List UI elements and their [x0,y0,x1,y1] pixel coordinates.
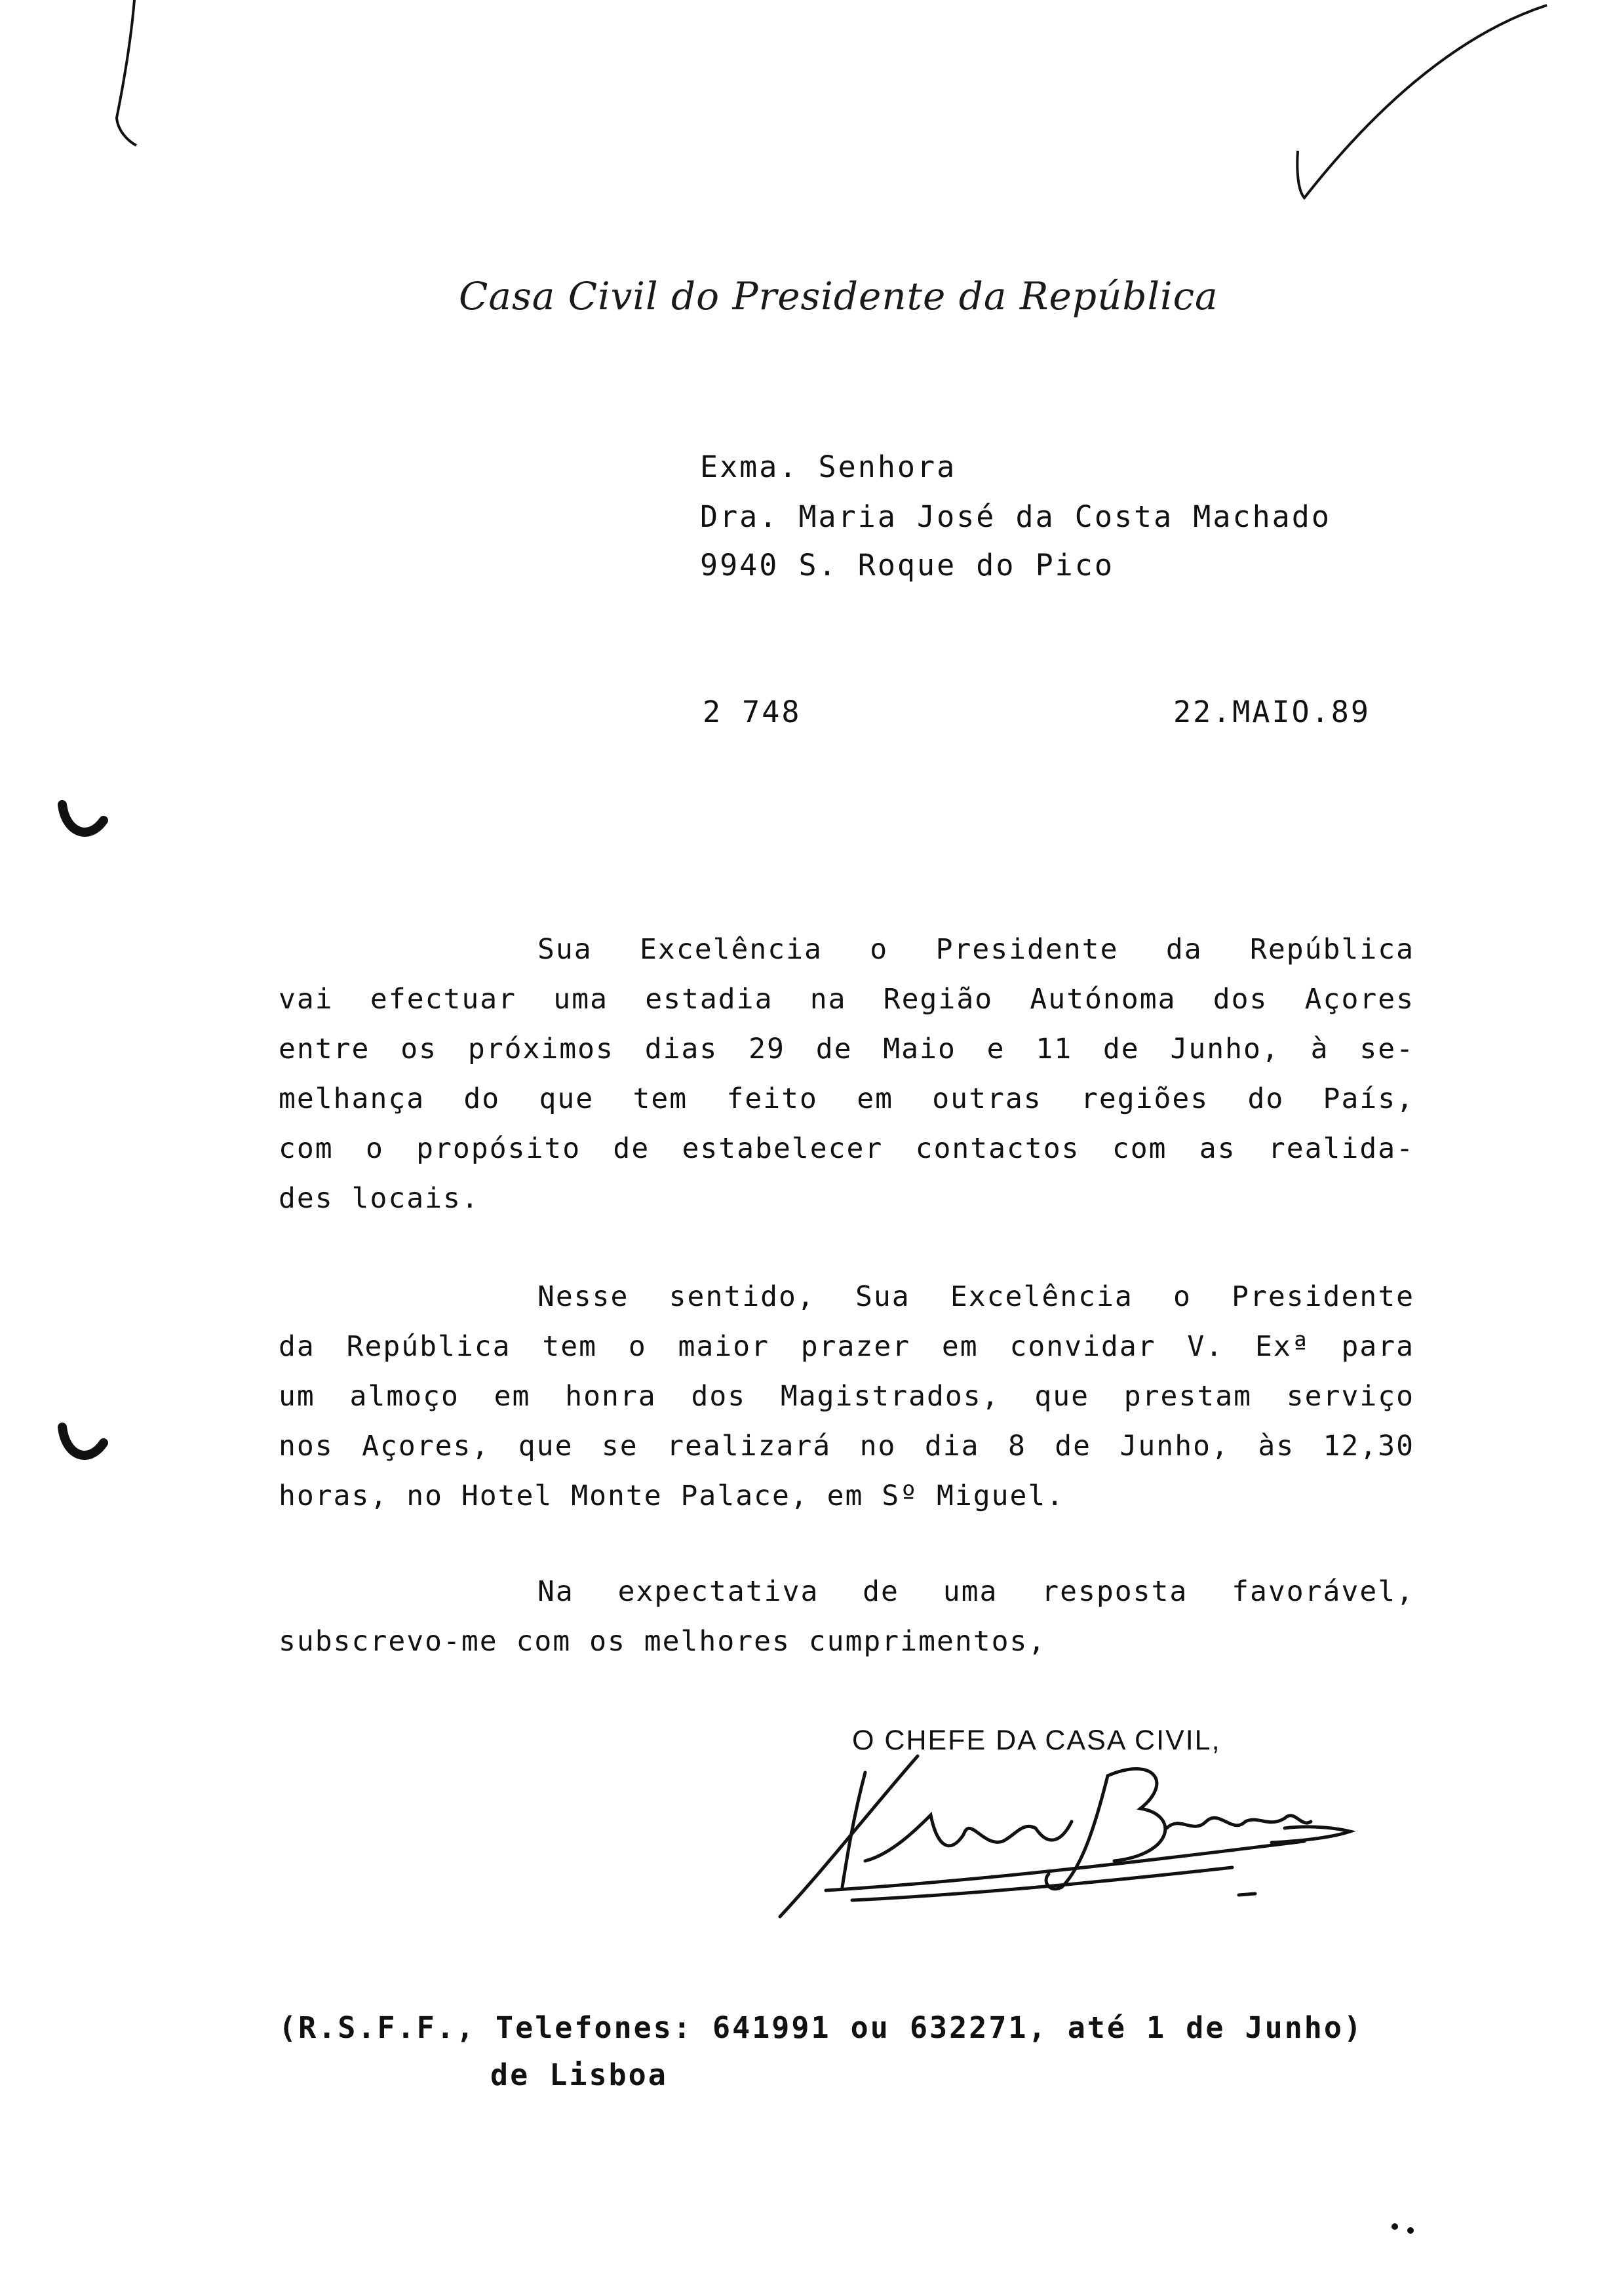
check-mark [1297,5,1547,198]
letterhead: Casa Civil do Presidente da República [459,274,1218,318]
reference-number: 2 748 [703,695,802,729]
closing-title: O CHEFE DA CASA CIVIL, [852,1725,1221,1756]
paragraph-2-line-2: da República tem o maior prazer em convidar V. Exª para [279,1330,1414,1363]
recipient-address: 9940 S. Roque do Pico [700,548,1114,583]
hole-punch-mark-upper [62,805,104,832]
paragraph-1-line-2: vai efectuar uma estadia na Região Autónoma dos Açores [279,983,1414,1016]
paragraph-1-line-5: com o propósito de estabelecer contactos com as realida- [279,1132,1414,1165]
paragraph-2-line-5: horas, no Hotel Monte Palace, em Sº Miguel. [279,1480,1065,1512]
hole-punch-mark-lower [62,1427,104,1455]
paragraph-1-line-3: entre os próximos dias 29 de Maio e 11 de Junho, à se- [279,1033,1414,1065]
letter-date: 22.MAIO.89 [1173,695,1371,729]
paragraph-3-line-2: subscrevo-me com os melhores cumprimentos, [279,1625,1047,1658]
recipient-salutation: Exma. Senhora [700,450,957,484]
recipient-name: Dra. Maria José da Costa Machado [700,499,1331,534]
paragraph-2-line-1: Nesse sentido, Sua Excelência o Presidente [537,1280,1414,1313]
signature [780,1756,1350,1917]
footer-contact-line: (R.S.F.F., Telefones: 641991 ou 632271, até 1 de Junho) [279,2010,1364,2045]
corner-dots [1391,2223,1414,2234]
margin-bracket-mark [117,0,136,145]
paragraph-1-line-6: des locais. [279,1182,480,1215]
paragraph-3-line-1: Na expectativa de uma resposta favorável, [537,1575,1414,1608]
paragraph-1-line-4: melhança do que tem feito em outras regiões do País, [279,1082,1414,1115]
footer-location-line: de Lisboa [490,2057,668,2092]
paragraph-1-line-1: Sua Excelência o Presidente da República [537,933,1414,966]
paragraph-2-line-3: um almoço em honra dos Magistrados, que prestam serviço [279,1380,1414,1413]
paragraph-2-line-4: nos Açores, que se realizará no dia 8 de Junho, às 12,30 [279,1430,1414,1463]
